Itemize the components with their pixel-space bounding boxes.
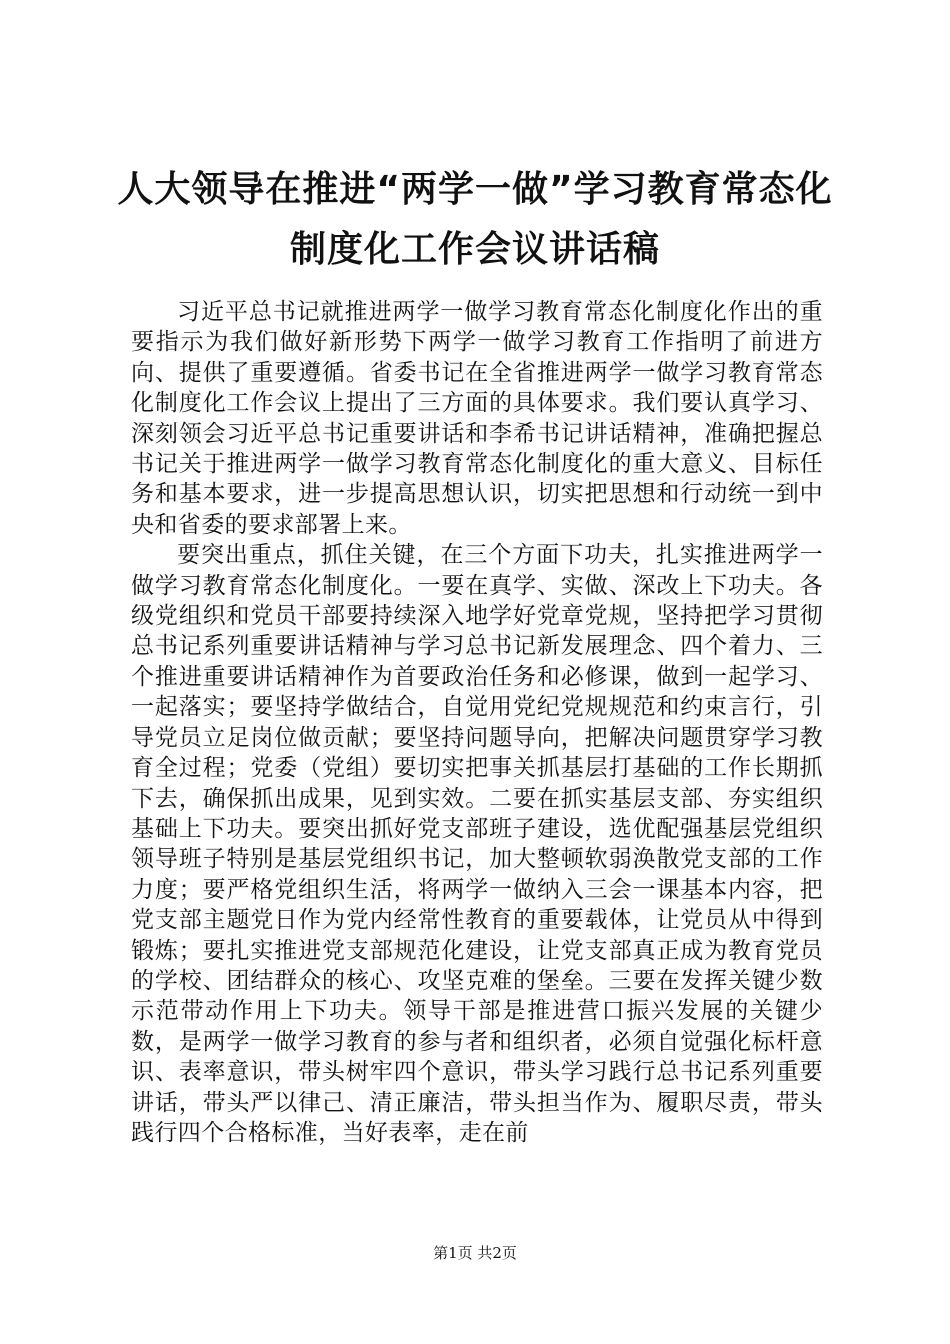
document-body bbox=[131, 297, 823, 1148]
paragraph-1: 习近平总书记就推进两学一做学习教育常态化制度化作出的重要指示为我们做好新形势下两学一做学习教育工作指明了前进方向、提供了重要遵循。省委书记在全省推进两学一做学习教育常态化制度化工作会议上提出了三方面的具体要求。我们要认真学习、深刻领会习近平总书记重要讲话和李希书记讲话精神，准确把握总书记关于推进两学一做学习教育常态化制度化的重大意义、目标任务和基本要求，进一步提高思想认识，切实把思想和行动统一到中央和省委的要求部署上来。 bbox=[131, 299, 823, 538]
document-title bbox=[100, 160, 850, 280]
page-footer: 第1页 共2页 bbox=[433, 1244, 517, 1262]
title-line-2: 制度化工作会议讲话稿 bbox=[289, 229, 660, 270]
title-line-1: 人大领导在推进“两学一做”学习教育常态化 bbox=[117, 169, 833, 210]
paragraph-2: 要突出重点，抓住关键，在三个方面下功夫，扎实推进两学一做学习教育常态化制度化。一要在真学、实做、深改上下功夫。各级党组织和党员干部要持续深入地学好党章党规，坚持把学习贯彻总书记系列重要讲话精神与学习总书记新发展理念、四个着力、三个推进重要讲话精神作为首要政治任务和必修课，做到一起学习、一起落实；要坚持学做结合，自觉用党纪党规规范和约束言行，引导党员立足岗位做贡献；要坚持问题导向，把解决问题贯穿学习教育全过程；党委（党组）要切实把事关抓基层打基础的工作长期抓下去，确保抓出成果，见到实效。二要在抓实基层支部、夯实组织基础上下功夫。要突出抓好党支部班子建设，选优配强基层党组织领导班子特别是基层党组织书记，加大整顿软弱涣散党支部的工作力度；要严格党组织生活，将两学一做纳入三会一课基本内容，把党支部主题党日作为党内经常性教育的重要载体，让党员从中得到锻炼；要扎实推进党支部规范化建设，让党支部真正成为教育党员的学校、团结群众的核心、攻坚克难的堡垒。三要在发挥关键少数示范带动作用上下功夫。领导干部是推进营口振兴发展的关键少数，是两学一做学习教育的参与者和组织者，必须自觉强化标杆意识、表率意识，带头树牢四个意识，带头学习践行总书记系列重要讲话，带头严以律己、清正廉洁，带头担当作为、履职尽责，带头践行四个合格标准，当好表率，走在前 bbox=[131, 542, 823, 1146]
